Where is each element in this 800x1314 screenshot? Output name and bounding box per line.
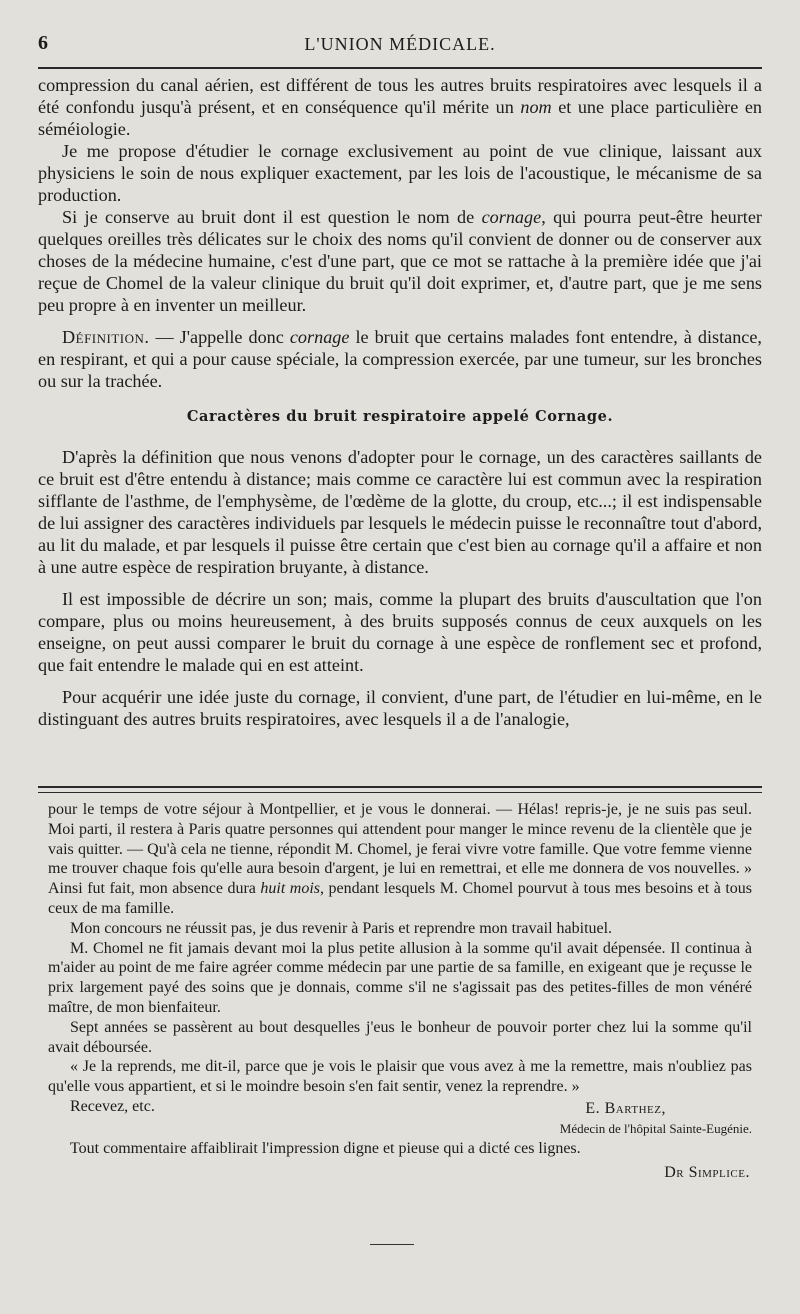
signature-block — [48, 1097, 752, 1139]
paragraph: Je me propose d'étudier le cornage exclusivement au point de vue clinique, laissant aux physiciens le soin de nous expliquer exactement, par les lois de l'acoustique, le mécanisme de sa production. — [38, 141, 762, 205]
emphasis: cornage — [481, 207, 542, 227]
main-text — [38, 74, 762, 730]
emphasis: nom — [520, 97, 552, 117]
paragraph: D'après la définition que nous venons d'adopter pour le cornage, un des caractères saillants de ce bruit est d'être entendu à distance; mais comme ce caractère lui est commun avec la respiration sifflante de l'asthme, de l'emphysème, de l'œdème de la glotte, du croup, etc...; il est indispensable de lui assigner des caractères individuels par lesquels le médecin puisse le reconnaître tout d'abord, au lit du malade, et par lesquels il puisse être certain que c'est bien au cornage qu'il a affaire et non à une autre espèce de respiration bruyante, à distance. — [38, 447, 762, 577]
text-run: et une place particulière en séméiologie. — [38, 97, 762, 139]
paragraph: Il est impossible de décrire un son; mais, comme la plupart des bruits d'auscultation que l'on compare, plus ou moins heureusement, à des bruits supposés connus de ceux auxquels on les enseigne, on peut aussi comparer le bruit du cornage à une espèce de ronflement sec et profond, que fait entendre le malade qui en est atteint. — [38, 589, 762, 675]
header-rule — [38, 67, 762, 69]
end-rule — [370, 1244, 414, 1245]
paragraph: Pour acquérir une idée juste du cornage, il convient, d'une part, de l'étudier en lui-même, en le distinguant des autres bruits respiratoires, avec lesquels il a de l'analogie, — [38, 687, 762, 729]
closing-remark: Tout commentaire affaiblirait l'impression digne et pieuse qui a dicté ces lignes. — [70, 1139, 581, 1157]
page-number: 6 — [38, 32, 48, 54]
text-run: pour le temps de votre séjour à Montpellier, et je vous le donnerai. — Hélas! repris-je, je ne suis pas seul. Moi parti, il restera à Paris quatre personnes qui attendent pour manger le mince revenu de la clientèle que je vais quitter. — Qu'à cela ne tienne, répondit M. Chomel, je ferai vivre votre famille. Que votre femme vienne me trouver chaque fois qu'elle aura besoin d'argent, je lui en remettrai, et elle me donnera de vos nouvelles. » Ainsi fut fait, mon absence dura — [48, 801, 752, 898]
signer-role: Médecin de l'hôpital Sainte-Eugénie. — [559, 1120, 752, 1136]
signer-name: E. Barthez, — [585, 1099, 666, 1117]
paragraph — [38, 206, 762, 316]
footnote-text — [48, 800, 752, 1183]
text-run: , pendant lesquels M. Chomel pourvut à tous mes besoins et à tous ceux de ma famille. — [48, 880, 752, 917]
running-title: L'UNION MÉDICALE. — [304, 34, 496, 54]
emphasis: huit mois — [260, 880, 321, 898]
paragraph — [38, 74, 762, 140]
footnote-paragraph: Sept années se passèrent au bout desquelles j'eus le bonheur de pouvoir porter chez lui la somme qu'il avait déboursée. — [48, 1018, 752, 1056]
text-run: le bruit que certains malades font entendre, à distance, en respirant, et qui a pour cause spéciale, la compression exercée, par une tumeur, sur les bronches ou sur la trachée. — [38, 327, 762, 391]
footnote-paragraph: « Je la reprends, me dit-il, parce que je vois le plaisir que vous avez à me la remettre, mais n'oubliez pas qu'elle vous appartient, et si le moindre besoin s'en fait sentir, venez la reprendre. » — [48, 1058, 752, 1096]
emphasis: cornage — [289, 327, 350, 347]
footnote-paragraph: M. Chomel ne fit jamais devant moi la plus petite allusion à la somme qu'il avait dépensée. Il continua à m'aider au point de me faire agréer comme médecin par une partie de sa famille, en exigeant que je reçusse le prix largement payé des soins que je donnais, comme s'il ne s'agissait pas des petites-filles de mon vénéré maître, de mon bienfaiteur. — [48, 939, 752, 1016]
page-header — [0, 30, 800, 60]
text-run: , qui pourra peut-être heurter quelques oreilles très délicates sur le choix des noms qu'il convient de donner ou de conserver aux choses de la médecine humaine, c'est d'une part, que ce mot se rattache à la première idée que j'ai reçue de Chomel de la valeur clinique du bruit qu'il doit exprimer, et, d'autre part, que je me sens peu propre à en inventer un meilleur. — [38, 207, 762, 315]
text-run: Si je conserve au bruit dont il est question le nom de — [62, 207, 482, 227]
salutation: Recevez, etc. — [70, 1097, 155, 1115]
closing-signature: Dr Simplice. — [664, 1163, 750, 1181]
footnote-paragraph: Mon concours ne réussit pas, je dus revenir à Paris et reprendre mon travail habituel. — [70, 919, 613, 937]
text-run: — J'appelle donc — [149, 327, 290, 347]
footnote-rule — [38, 786, 762, 793]
text-run: compression du canal aérien, est différent de tous les autres bruits respiratoires avec lesquels il a été confondu jusqu'à présent, et en conséquence qu'il mérite un — [38, 75, 762, 117]
definition-label: Définition. — [62, 327, 150, 347]
section-heading: Caractères du bruit respiratoire appelé Cornage. — [186, 408, 614, 425]
footnote-paragraph — [48, 800, 752, 919]
definition-paragraph — [38, 326, 762, 392]
